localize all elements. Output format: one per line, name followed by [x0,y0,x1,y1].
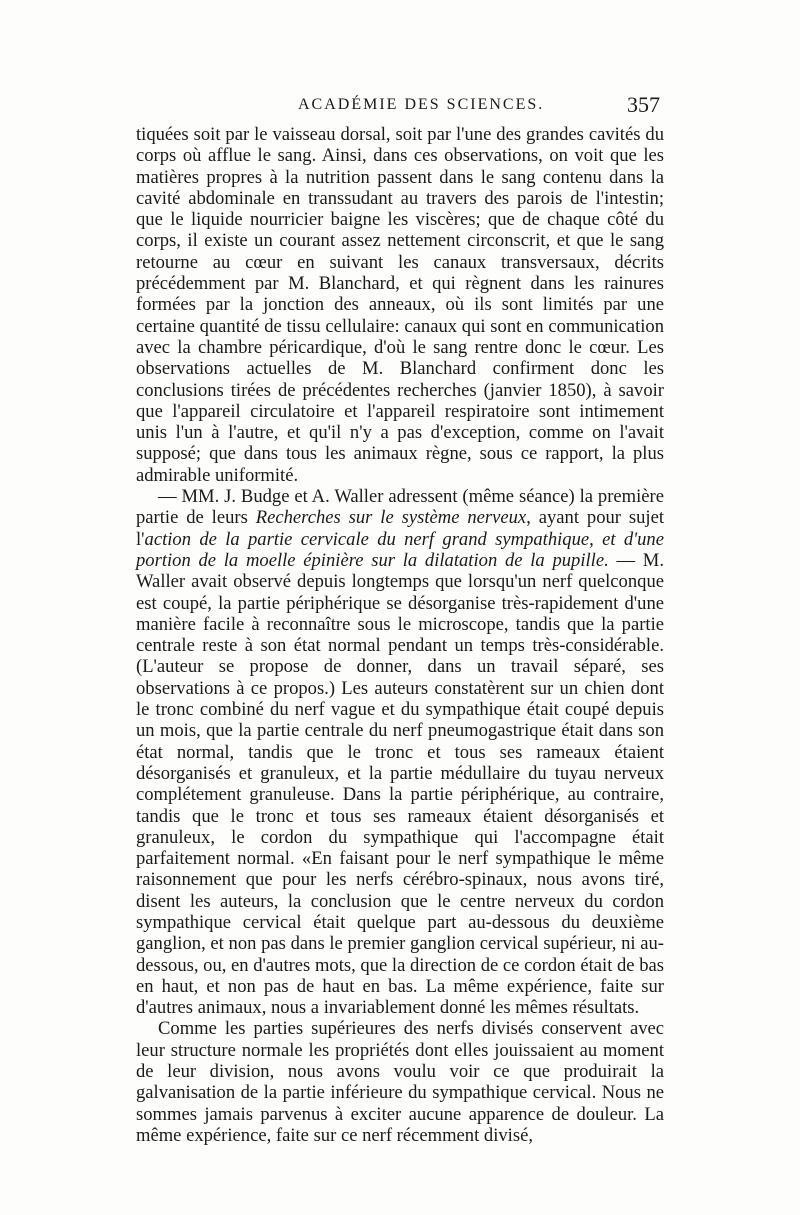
italic-text-run: action de la partie cervicale du nerf grand sympathique, et d'une portion de la moelle épinière sur la dilatation de la pupille. [136,528,664,571]
paragraph [136,486,664,1018]
page-number: 357 [627,92,660,117]
text-run: — M. Waller avait observé depuis longtemps que lorsqu'un nerf quelconque est coupé, la partie périphérique se désorganise très-rapidement d'une manière facile à reconnaître sous le microscope, tandis que la partie centrale reste à son état normal pendant un temps très-considérable. (L'auteur se propose de donner, dans un travail séparé, ses observations à ce propos.) Les auteurs constatèrent sur un chien dont le tronc combiné du nerf vague et du sympathique était coupé depuis un mois, que la partie centrale du nerf pneumogastrique était dans son état normal, tandis que le tronc et tous ses rameaux étaient désorganisés et granuleux, et la partie médullaire du tuyau nerveux complétement granuleuse. Dans la partie périphérique, au contraire, tandis que le tronc et tous ses rameaux étaient désorganisés et granuleux, le cordon du sympathique qui l'accompagne était parfaitement normal. «En faisant pour le nerf sympathique le même raisonnement que pour les nerfs cérébro-spinaux, nous avons tiré, disent les auteurs, la conclusion que le centre nerveux du cordon sympathique cervical était quelque part au-dessous du deuxième ganglion, et non pas dans le premier ganglion cervical supérieur, ni au-dessous, ou, en d'autres mots, que la direction de ce cordon était de bas en haut, et non pas de haut en bas. La même expérience, faite sur d'autres animaux, nous a invariablement donné les mêmes résultats. [136,549,664,1019]
page-header [140,92,660,122]
text-run: , ayant pour sujet l' [136,507,665,550]
text-run: — MM. J. Budge et A. Waller adressent (même séance) la première partie de leurs [136,486,664,529]
text-run: tiquées soit par le vaisseau dorsal, soit par l'une des grandes cavités du corps où afflue le sang. Ainsi, dans ces observations, on voit que les matières propres à la nutrition passent dans le sang contenu dans la cavité abdominale en transsudant au travers des parois de l'intestin; que le liquide nourricier baigne les viscères; que de chaque côté du corps, il existe un courant assez nettement circonscrit, et que le sang retourne au cœur en suivant les canaux transversaux, décrits précédemment par M. Blanchard, et qui règnent dans les rainures formées par la jonction des anneaux, où ils sont limités par une certaine quantité de tissu cellulaire: canaux qui sont en communication avec la chambre péricardique, d'où le sang rentre donc le cœur. Les observations actuelles de M. Blanchard confirment donc les conclusions tirées de précédentes recherches (janvier 1850), à savoir que l'appareil circulatoire et l'appareil respiratoire sont intimement unis l'un à l'autre, et qu'il n'y a pas d'exception, comme on l'avait supposé; que dans tous les animaux règne, sous ce rapport, la plus admirable uniformité. [136,124,664,486]
italic-text-run: Recherches sur le système nerveux [255,507,527,529]
body-text [136,124,664,1146]
running-title: ACADÉMIE DES SCIENCES. [298,96,545,113]
paragraph [136,124,664,486]
text-run: Comme les parties supérieures des nerfs divisés conservent avec leur structure normale les propriétés dont elles jouissaient au moment de leur division, nous avons voulu voir ce que produirait la galvanisation de la partie inférieure du sympathique cervical. Nous ne sommes jamais parvenus à exciter aucune apparence de douleur. La même expérience, faite sur ce nerf récemment divisé, [136,1018,664,1146]
paragraph [136,1018,664,1146]
